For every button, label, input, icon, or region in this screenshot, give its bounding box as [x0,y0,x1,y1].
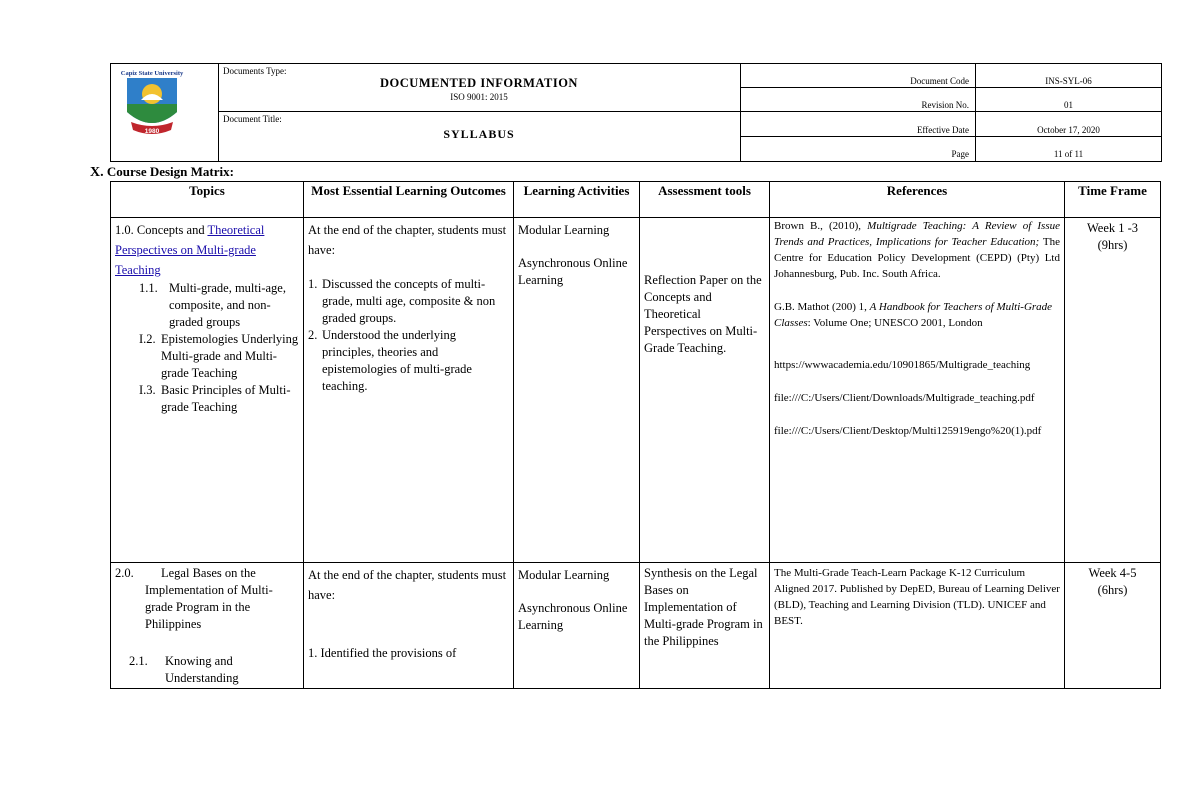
subtopic-number: I.3. [139,383,156,397]
document-header [110,63,1162,162]
col-header-activities: Learning Activities [514,182,640,218]
page-value: 11 of 11 [1053,149,1084,159]
effective-date-label: Effective Date [916,125,969,135]
section-heading [90,164,234,181]
topic-number: 2.0. [115,566,134,580]
subtopic-number: I.2. [139,332,156,346]
ref-author: Brown B., (2010), [774,220,868,232]
outcome-item: 1. Identified the provisions of [308,646,457,660]
outcomes-cell [304,218,514,563]
page-label: Page [951,149,969,159]
doc-code-label: Document Code [910,76,969,86]
ref-rest: : Volume One; UNESCO 2001, London [807,317,983,329]
university-logo [119,68,185,140]
subtopic-number: 2.1. [129,654,148,668]
references-cell [770,563,1065,689]
col-header-outcomes: Most Essential Learning Outcomes [304,182,514,218]
activities-cell [514,218,640,563]
outcome-item: 2. Understood the underlying principles, theories and epistemologies of multi-grade teaching. [308,328,472,393]
iso-standard: ISO 9001: 2015 [450,92,508,102]
subtopic-text: Knowing and Understanding [165,654,239,685]
time-frame-cell [1065,218,1161,563]
subtopic-number: 1.1. [139,281,158,295]
effective-date-value: October 17, 2020 [1037,125,1100,135]
time-frame-hours: (9hrs) [1097,238,1128,252]
outcomes-cell [304,563,514,689]
topics-cell [111,218,304,563]
ref-url[interactable]: https://wwwacademia.edu/10901865/Multigrade_teaching [774,359,1031,371]
topics-cell [111,563,304,689]
col-header-assessment: Assessment tools [640,182,770,218]
logo-year: 1980 [144,128,160,135]
ref-author: G.B. Mathot (200) 1, [774,301,870,313]
time-frame-cell [1065,563,1161,689]
time-frame-weeks: Week 1 -3 [1086,221,1139,235]
subtopic-text: Multi-grade, multi-age, composite, and non-graded groups [169,281,286,329]
topic-main-text: 1.0. Concepts and [115,223,208,237]
outcome-intro: At the end of the chapter, students must have: [308,223,507,257]
assessment-cell [640,218,770,563]
references-cell [770,218,1065,563]
ref-file-link[interactable]: file:///C:/Users/Client/Downloads/Multigrade_teaching.pdf [774,392,1035,404]
section-number: X. [90,165,104,180]
doc-info-title: DOCUMENTED INFORMATION [380,76,578,90]
doc-title: SYLLABUS [443,127,515,141]
table-row [111,218,1161,563]
outcome-item: 1. Discussed the concepts of multi-grade, multi age, composite & non graded groups. [308,277,496,325]
assessment-text: Synthesis on the Legal Bases on Implementation of Multi-grade Program in the Philippines [644,566,763,648]
activity-item: Asynchronous Online Learning [518,601,628,632]
subtopic-text: Basic Principles of Multi-grade Teaching [161,383,291,414]
ref-rest: The Centre for Education Policy Development (CEPD) (Pty) Ltd Johannesburg, Pub. Inc. South Africa. [774,236,1060,280]
topic-main-text: Legal Bases on the Implementation of Multi-grade Program in the Philippines [145,566,273,631]
section-title: Course Design Matrix: [106,164,234,179]
activities-cell [514,563,640,689]
activity-item: Modular Learning [518,223,610,237]
assessment-text: Reflection Paper on the Concepts and Theoretical Perspectives on Multi-Grade Teaching. [644,273,762,355]
time-frame-weeks: Week 4-5 [1088,566,1137,580]
col-header-topics: Topics [111,182,304,218]
revision-value: 01 [1064,100,1073,110]
ref-text: The Multi-Grade Teach-Learn Package K-12 Curriculum Aligned 2017. Published by DepED, Bureau of Learning Deliver (BLD), Teaching and Learning Division (TLD). UNICEF and BEST. [774,567,1060,627]
ref-title: A Handbook for Teachers of Multi-Grade Classes [774,301,1053,329]
course-design-matrix [110,181,1161,689]
outcome-intro: At the end of the chapter, students must have: [308,568,507,602]
col-header-references: References [770,182,1065,218]
doc-type-label: Documents Type: [223,66,287,76]
activity-item: Asynchronous Online Learning [518,256,628,287]
col-header-time-frame: Time Frame [1065,182,1161,218]
topic-main-link[interactable]: Theoretical Perspectives on Multi-grade Teaching [115,223,265,277]
ref-title: Multigrade Teaching: A Review of Issue Trends and Practices, Implications for Teacher Education; [774,220,1060,248]
revision-label: Revision No. [921,100,969,110]
doc-code-value: INS-SYL-06 [1045,76,1092,86]
table-row [111,563,1161,689]
assessment-cell [640,563,770,689]
logo-text: Capiz State University [120,70,184,77]
subtopic-text: Epistemologies Underlying Multi-grade and Multi-grade Teaching [161,332,299,380]
ref-file-link[interactable]: file:///C:/Users/Client/Desktop/Multi125919engo%20(1).pdf [774,425,1042,437]
doc-title-label: Document Title: [223,114,282,124]
table-header-row [111,182,1161,218]
time-frame-hours: (6hrs) [1097,583,1128,597]
activity-item: Modular Learning [518,568,610,582]
